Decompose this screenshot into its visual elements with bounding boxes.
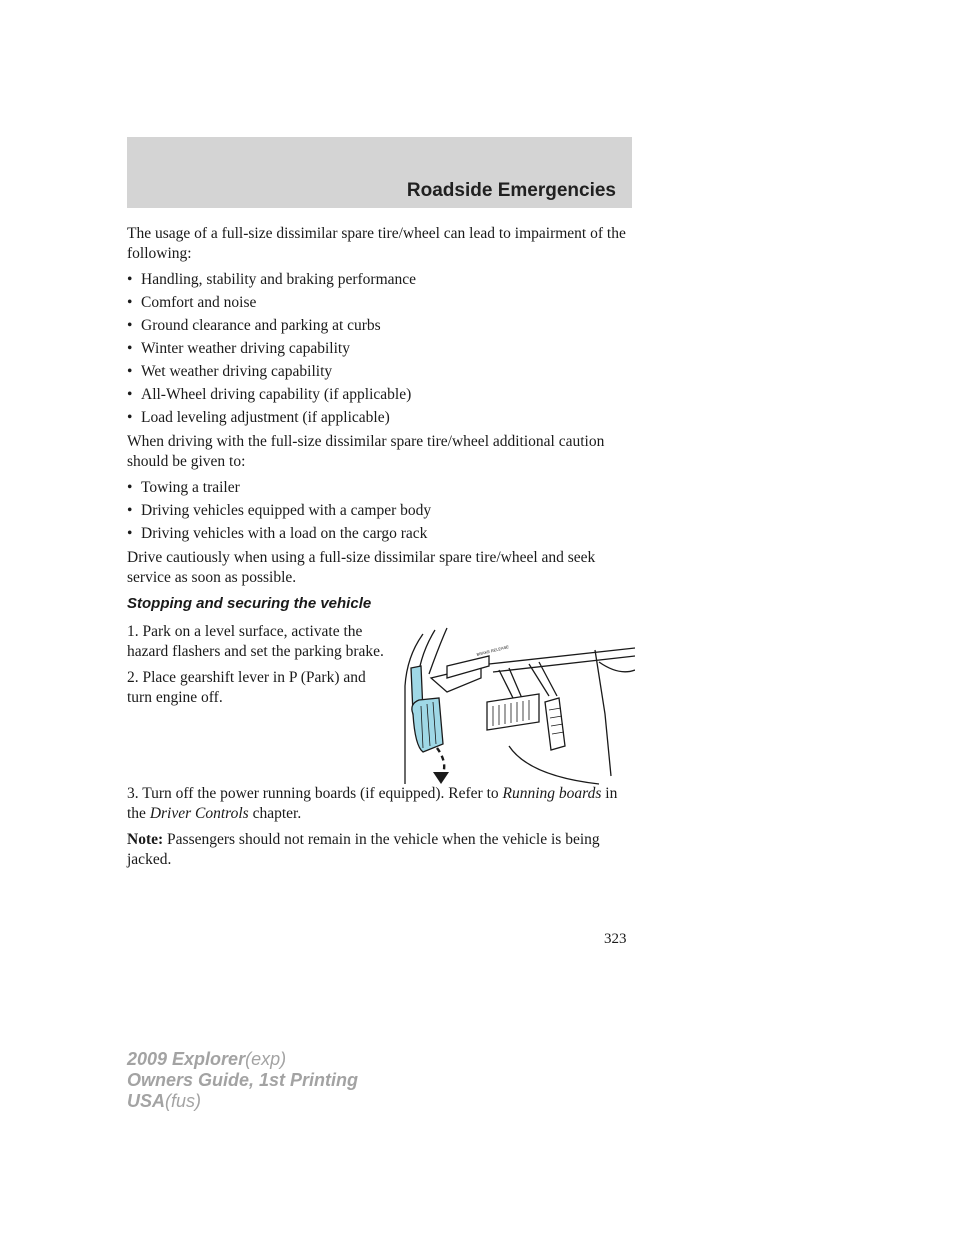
driver-controls-ref: Driver Controls <box>149 805 249 822</box>
footer-line-2: Owners Guide, 1st Printing <box>127 1070 359 1090</box>
parking-brake-illustration <box>399 626 635 786</box>
list-item: • Load leveling adjustment (if applicable) <box>127 408 632 428</box>
step-3: 3. Turn off the power running boards (if equipped). Refer to Running boards in the Driver Controls chapter. <box>127 785 618 822</box>
running-boards-ref: Running boards <box>502 785 602 802</box>
note-label: Note: <box>127 831 164 848</box>
list-item: • Driving vehicles with a load on the cargo rack <box>127 524 632 544</box>
step-2: 2. Place gearshift lever in P (Park) and turn engine off. <box>127 669 366 706</box>
list-item: • Handling, stability and braking performance <box>127 270 632 290</box>
intro-paragraph: The usage of a full-size dissimilar spare tire/wheel can lead to impairment of the following: <box>127 225 626 262</box>
steps-row <box>127 622 632 784</box>
note-text: Passengers should not remain in the vehicle when the vehicle is being jacked. <box>127 831 600 868</box>
footer-line-1: 2009 Explorer(exp) <box>127 1049 287 1069</box>
list-item: • Comfort and noise <box>127 293 632 313</box>
drive-paragraph: Drive cautiously when using a full-size dissimilar spare tire/wheel and seek service as soon as possible. <box>127 549 596 586</box>
brake-release-label: BRAKE RELEASE <box>476 644 510 657</box>
impairment-list <box>127 270 632 428</box>
list-item: • Driving vehicles equipped with a camper body <box>127 501 632 521</box>
page-title: Roadside Emergencies <box>406 180 616 201</box>
caution-paragraph: When driving with the full-size dissimilar spare tire/wheel additional caution should be given to: <box>127 433 605 470</box>
list-item: • Ground clearance and parking at curbs <box>127 316 632 336</box>
footer <box>127 1049 358 1112</box>
section-heading: Stopping and securing the vehicle <box>127 595 372 612</box>
step-1: 1. Park on a level surface, activate the hazard flashers and set the parking brake. <box>127 623 384 660</box>
list-item: • Winter weather driving capability <box>127 339 632 359</box>
caution-list <box>127 478 632 544</box>
list-item: • Wet weather driving capability <box>127 362 632 382</box>
steps-text <box>127 622 387 708</box>
header-band <box>127 137 632 208</box>
list-item: • Towing a trailer <box>127 478 632 498</box>
footer-line-3: USA(fus) <box>127 1091 202 1111</box>
main-content <box>127 224 632 876</box>
page-number: 323 <box>604 931 627 947</box>
note-paragraph <box>127 830 632 870</box>
list-item: • All-Wheel driving capability (if applicable) <box>127 385 632 405</box>
